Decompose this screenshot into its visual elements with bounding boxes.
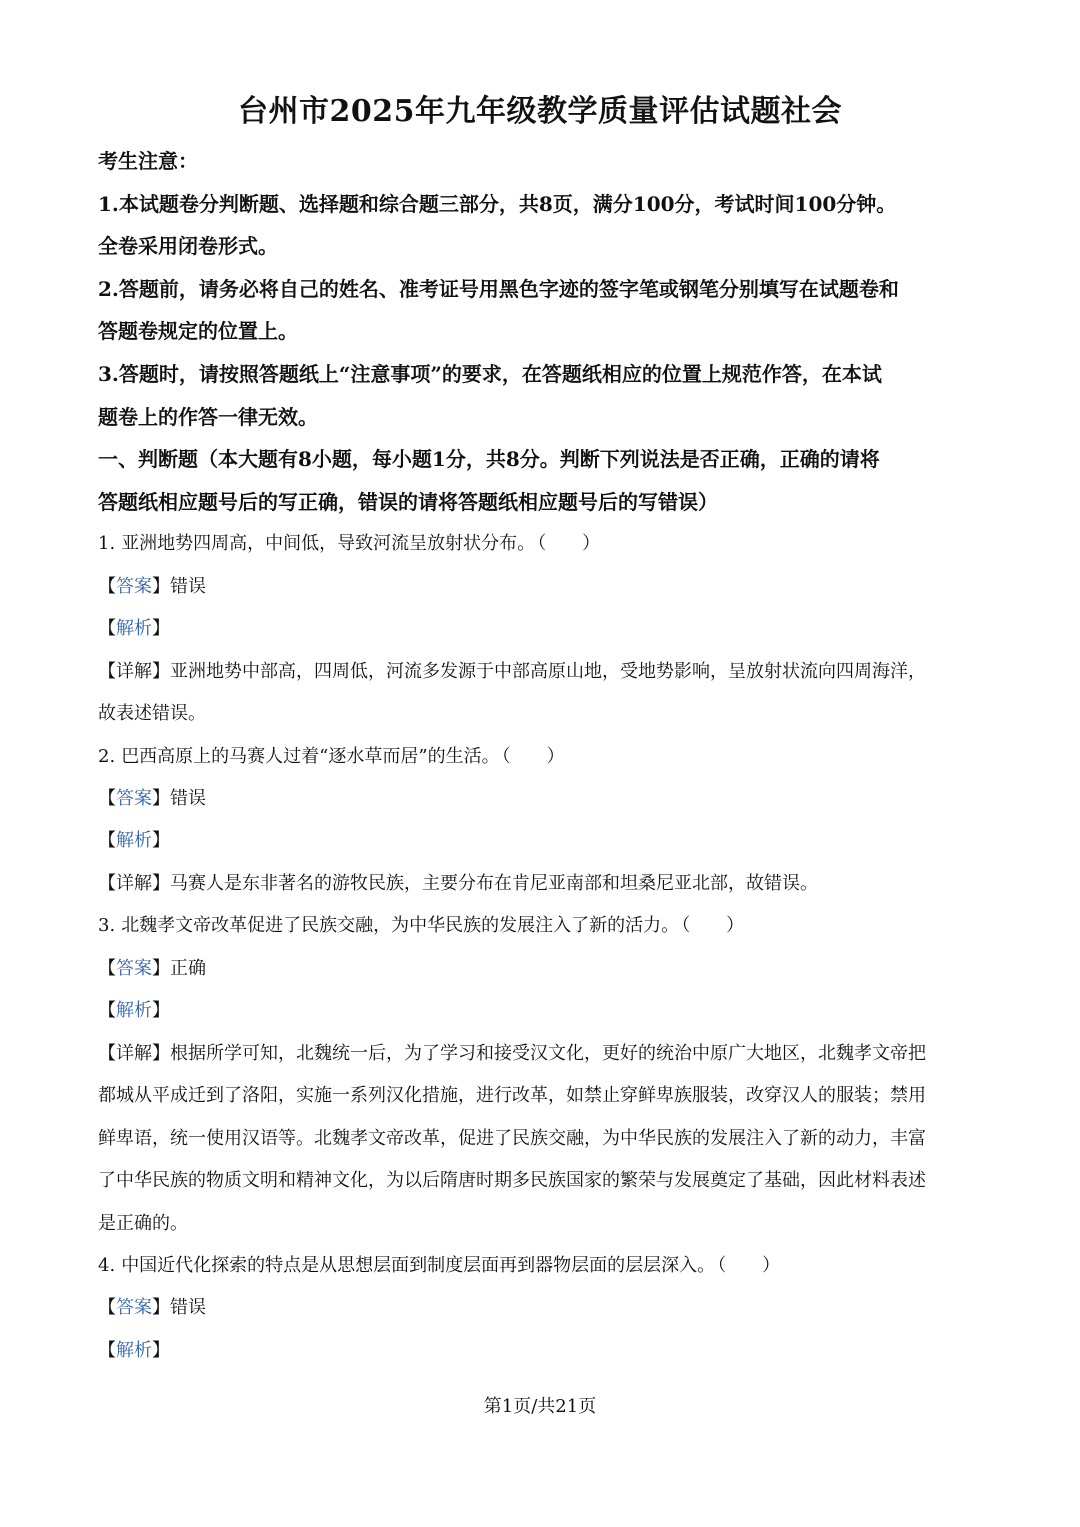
detail-paragraph: 【详解】亚洲地势中部高，四周低，河流多发源于中部高原山地，受地势影响，呈放射状流向四周海洋， 故表述错误。	[98, 660, 926, 725]
detail-tag: 【详解】	[98, 872, 170, 894]
notice-line: 题卷上的作答一律无效。	[98, 404, 318, 429]
answer-value: 错误	[170, 787, 206, 809]
question-stem	[98, 523, 984, 565]
analysis-row	[98, 1330, 984, 1372]
answer-tag: 【答案】	[98, 787, 170, 809]
notice-line: 答题卷规定的位置上。	[98, 319, 298, 344]
answer-blank: （ ）	[681, 915, 745, 937]
notice-line: 2.答题前，请务必将自己的姓名、准考证号用黑色字迹的签字笔或钢笔分别填写在试题卷和	[98, 276, 899, 301]
analysis-row	[98, 608, 984, 650]
notice-heading: 考生注意：	[98, 149, 198, 173]
notice-line: 1.本试题卷分判断题、选择题和综合题三部分，共8页，满分100分，考试时间100分钟。	[98, 191, 897, 216]
question-stem	[98, 905, 984, 947]
question-number: 2.	[98, 745, 116, 767]
analysis-tag: 【解析】	[98, 618, 170, 640]
answer-row	[98, 948, 984, 990]
answer-row	[98, 778, 984, 820]
page-footer: 第1页/共21页	[483, 1396, 597, 1417]
answer-blank: （ ）	[537, 533, 601, 555]
question-block	[98, 523, 984, 735]
section-heading-line: 答题纸相应题号后的写正确，错误的请将答题纸相应题号后的写错误）	[98, 489, 718, 514]
analysis-row	[98, 820, 984, 862]
detail-tag: 【详解】	[98, 660, 170, 682]
analysis-tag: 【解析】	[98, 1339, 170, 1361]
analysis-tag: 【解析】	[98, 830, 170, 852]
section-heading-line: 一、判断题（本大题有8小题，每小题1分，共8分。判断下列说法是否正确，正确的请将	[98, 447, 880, 472]
answer-row	[98, 1287, 984, 1329]
question-stem	[98, 1245, 984, 1287]
page-title: 台州市2025年九年级教学质量评估试题社会	[238, 94, 842, 129]
detail-paragraph: 【详解】马赛人是东非著名的游牧民族，主要分布在肯尼亚南部和坦桑尼亚北部，故错误。	[98, 872, 818, 894]
answer-value: 错误	[170, 1297, 206, 1319]
answer-blank: （ ）	[717, 1255, 781, 1276]
answer-row	[98, 566, 984, 608]
answer-blank: （ ）	[501, 745, 565, 767]
question-number: 3.	[98, 915, 116, 937]
question-block	[98, 736, 984, 906]
question-number: 1.	[98, 533, 116, 555]
answer-tag: 【答案】	[98, 575, 170, 597]
question-block	[98, 905, 984, 1245]
question-block	[98, 1245, 984, 1372]
answer-value: 正确	[170, 957, 206, 979]
question-text: 中国近代化探索的特点是从思想层面到制度层面再到器物层面的层层深入。	[121, 1255, 716, 1276]
notice-block	[98, 140, 984, 438]
detail-tag: 【详解】	[98, 1042, 170, 1064]
answer-tag: 【答案】	[98, 1297, 170, 1319]
question-stem	[98, 736, 984, 778]
analysis-row	[98, 990, 984, 1032]
notice-line: 3.答题时，请按照答题纸上“注意事项”的要求，在答题纸相应的位置上规范作答，在本试	[98, 361, 882, 386]
detail-paragraph: 【详解】根据所学可知，北魏统一后，为了学习和接受汉文化，更好的统治中原广大地区，北魏孝文帝把 都城从平成迁到了洛阳，实施一系列汉化措施，进行改革，如禁止穿鲜卑族服装，改穿汉人的服装；禁用 鲜卑语，统一使用汉语等。北魏孝文帝改革，促进了民族交融，为中华民族的发展注入了新的动力，丰富 了中华民族的物质文明和精神文化，为以后隋唐时期多民族国家的繁荣与发展奠定了基础，因此材料表述 是正确的。	[98, 1042, 926, 1234]
document-body	[98, 140, 984, 1372]
question-text: 亚洲地势四周高，中间低，导致河流呈放射状分布。	[121, 533, 536, 555]
question-text: 北魏孝文帝改革促进了民族交融，为中华民族的发展注入了新的活力。	[121, 915, 680, 937]
notice-line: 全卷采用闭卷形式。	[98, 234, 278, 259]
answer-tag: 【答案】	[98, 957, 170, 979]
question-text: 巴西高原上的马赛人过着“逐水草而居”的生活。	[121, 745, 500, 767]
answer-value: 错误	[170, 575, 206, 597]
question-number: 4.	[98, 1255, 116, 1276]
section-heading	[98, 438, 984, 523]
analysis-tag: 【解析】	[98, 1000, 170, 1022]
